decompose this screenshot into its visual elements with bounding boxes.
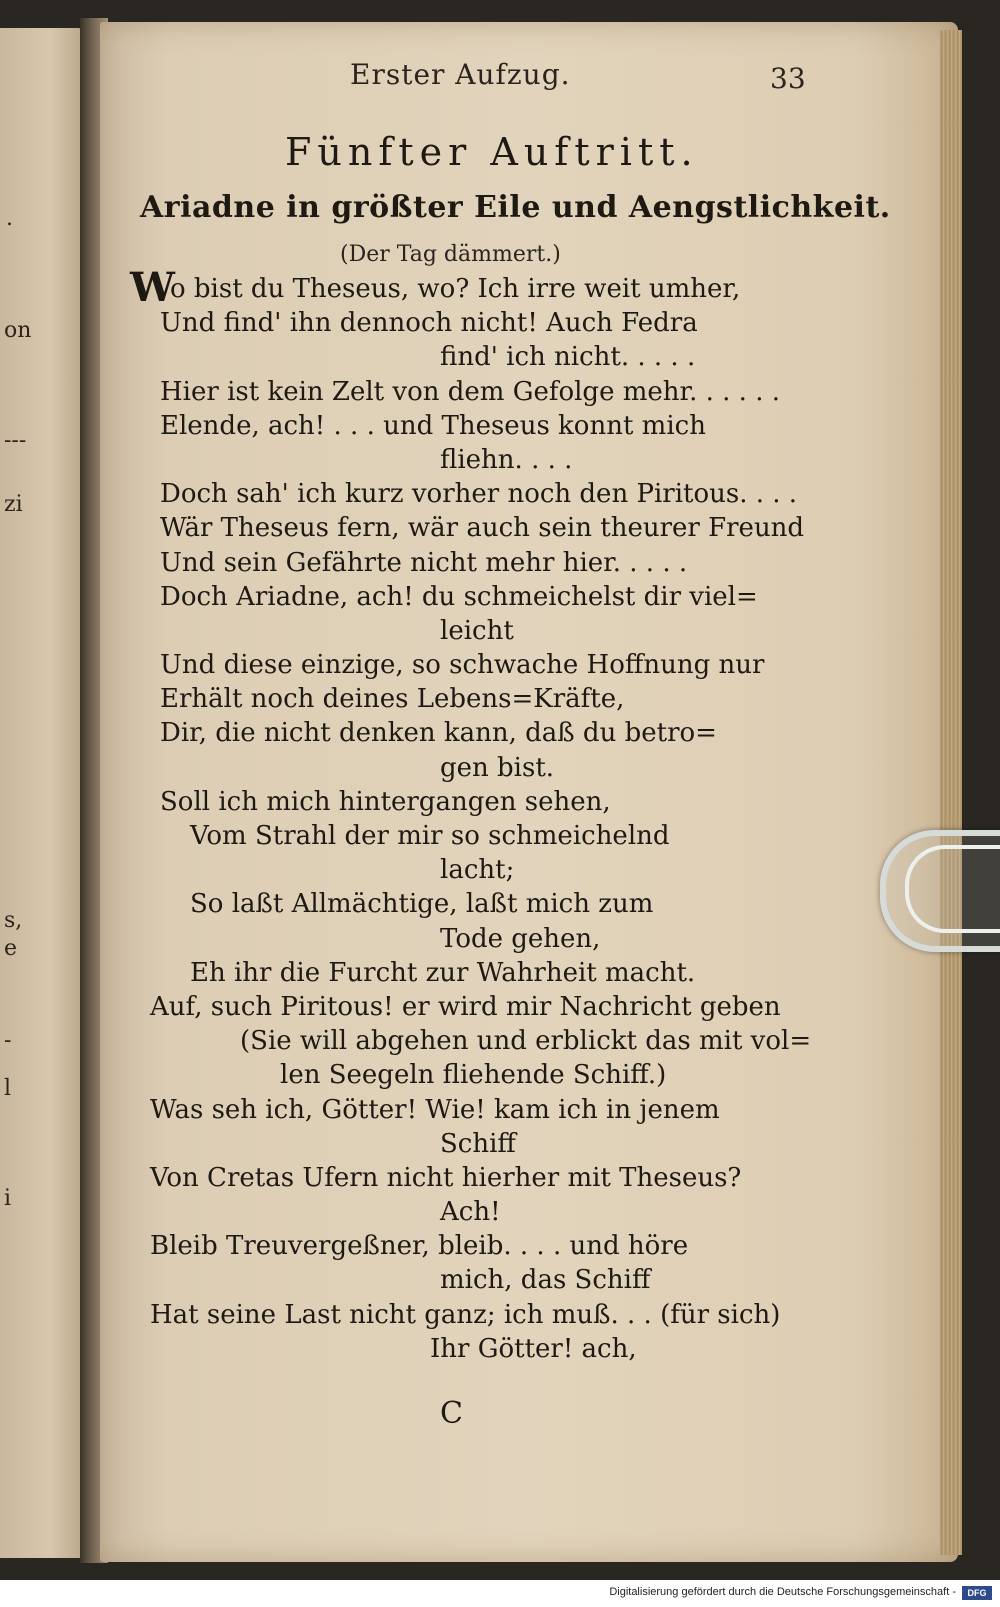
text-line: [130, 306, 810, 340]
text-line: [130, 853, 810, 887]
text-line-content: leicht: [440, 615, 514, 646]
text-line: [130, 922, 810, 956]
left-fragment: -: [4, 1028, 12, 1053]
page-number: 33: [770, 62, 806, 95]
left-fragment: s,: [4, 908, 23, 933]
text-line: [130, 1263, 810, 1297]
text-line: [130, 1127, 810, 1161]
text-line: [130, 264, 810, 311]
text-line-content: (Sie will abgehen und erblickt das mit vol=: [240, 1026, 812, 1057]
text-line: [130, 580, 810, 614]
left-fragment: zi: [4, 492, 23, 517]
running-head: Erster Aufzug.: [350, 58, 571, 91]
verse-text-block: [130, 264, 812, 1366]
text-line: [130, 511, 810, 545]
left-fragment: ---: [4, 428, 27, 453]
text-line-content: Doch Ariadne, ach! du schmeichelst dir viel=: [160, 581, 758, 612]
text-line-content: Dir, die nicht denken kann, daß du betro=: [160, 718, 717, 749]
text-line-content: o bist du Theseus, wo? Ich irre weit umher,: [170, 274, 741, 304]
text-line: [130, 990, 810, 1024]
text-line-content: Ihr Götter! ach,: [430, 1333, 637, 1364]
text-line-content: Bleib Treuvergeßner, bleib. . . . und höre: [150, 1231, 689, 1262]
footer-credit: Digitalisierung gefördert durch die Deutsche Forschungsgemeinschaft -: [609, 1586, 956, 1598]
text-line: [130, 1195, 810, 1229]
text-line: [130, 785, 810, 819]
text-line-content: Eh ihr die Furcht zur Wahrheit macht.: [190, 957, 696, 988]
text-line-content: Doch sah' ich kurz vorher noch den Piritous. . . .: [160, 479, 798, 510]
text-line: [130, 614, 810, 648]
text-line: [130, 409, 810, 443]
dfg-logo-icon: DFG: [962, 1586, 992, 1600]
text-line-content: find' ich nicht. . . . .: [440, 342, 696, 373]
text-line: [130, 716, 810, 750]
text-line: [130, 956, 810, 990]
text-line-content: len Seegeln fliehende Schiff.): [280, 1060, 667, 1091]
text-line-content: Tode gehen,: [440, 923, 601, 954]
left-fragment: l: [4, 1076, 12, 1101]
text-line-content: Hier ist kein Zelt von dem Gefolge mehr. . . . . .: [160, 376, 781, 407]
text-line-content: Wär Theseus fern, wär auch sein theurer Freund: [160, 513, 805, 544]
stage-direction-sub: (Der Tag dämmert.): [340, 242, 561, 267]
paper-clip-inner: [905, 845, 1000, 933]
text-line-content: Ach!: [440, 1197, 501, 1228]
text-line: [130, 1229, 810, 1263]
text-line: [130, 546, 810, 580]
left-fragment: .: [6, 206, 13, 231]
stage-direction-main: Ariadne in größter Eile und Aengstlichkeit.: [140, 190, 891, 225]
text-line-content: Schiff: [440, 1128, 516, 1159]
catchword: C: [440, 1396, 463, 1431]
left-fragment: i: [4, 1186, 12, 1211]
text-line-content: Soll ich mich hintergangen sehen,: [160, 786, 611, 817]
text-line: [130, 443, 810, 477]
text-line: [130, 1161, 810, 1195]
left-fragment: e: [4, 936, 18, 961]
text-line: [130, 887, 810, 921]
text-line-content: Elende, ach! . . . und Theseus konnt mich: [160, 410, 706, 441]
text-line: [130, 1024, 810, 1058]
text-line-content: Hat seine Last nicht ganz; ich muß. . . (für sich): [150, 1299, 781, 1330]
text-line-content: fliehn. . . .: [440, 444, 573, 475]
text-line: [130, 375, 810, 409]
text-line-content: Auf, such Piritous! er wird mir Nachricht geben: [150, 991, 781, 1022]
text-line-content: Vom Strahl der mir so schmeichelnd: [190, 821, 670, 851]
text-line: [130, 1298, 810, 1332]
text-line-content: Erhält noch deines Lebens=Kräfte,: [160, 684, 625, 715]
page-edges: [940, 30, 962, 1555]
text-line-content: So laßt Allmächtige, laßt mich zum: [190, 889, 654, 920]
text-line: [130, 1058, 810, 1092]
text-line: [130, 819, 810, 853]
text-line-content: Und find' ihn dennoch nicht! Auch Fedra: [160, 308, 698, 339]
text-line-content: mich, das Schiff: [440, 1265, 651, 1296]
left-page-fragment: [0, 28, 84, 1558]
text-line: [130, 682, 810, 716]
text-line: [130, 648, 810, 682]
text-line-content: Und sein Gefährte nicht mehr hier. . . . .: [160, 547, 688, 578]
text-line: [130, 477, 810, 511]
text-line-content: lacht;: [440, 855, 515, 886]
scene-heading: Fünfter Auftritt.: [285, 130, 699, 174]
text-line: [130, 1332, 810, 1366]
text-line: [130, 340, 810, 374]
left-fragment: on: [4, 318, 32, 343]
text-line-content: Und diese einzige, so schwache Hoffnung nur: [160, 650, 765, 681]
text-line-content: Was seh ich, Götter! Wie! kam ich in jenem: [150, 1094, 720, 1125]
text-line: [130, 751, 810, 785]
text-line-content: Von Cretas Ufern nicht hierher mit Theseus?: [150, 1162, 742, 1193]
dropcap: W: [130, 264, 175, 311]
text-line-content: gen bist.: [440, 752, 555, 783]
text-line: [130, 1093, 810, 1127]
